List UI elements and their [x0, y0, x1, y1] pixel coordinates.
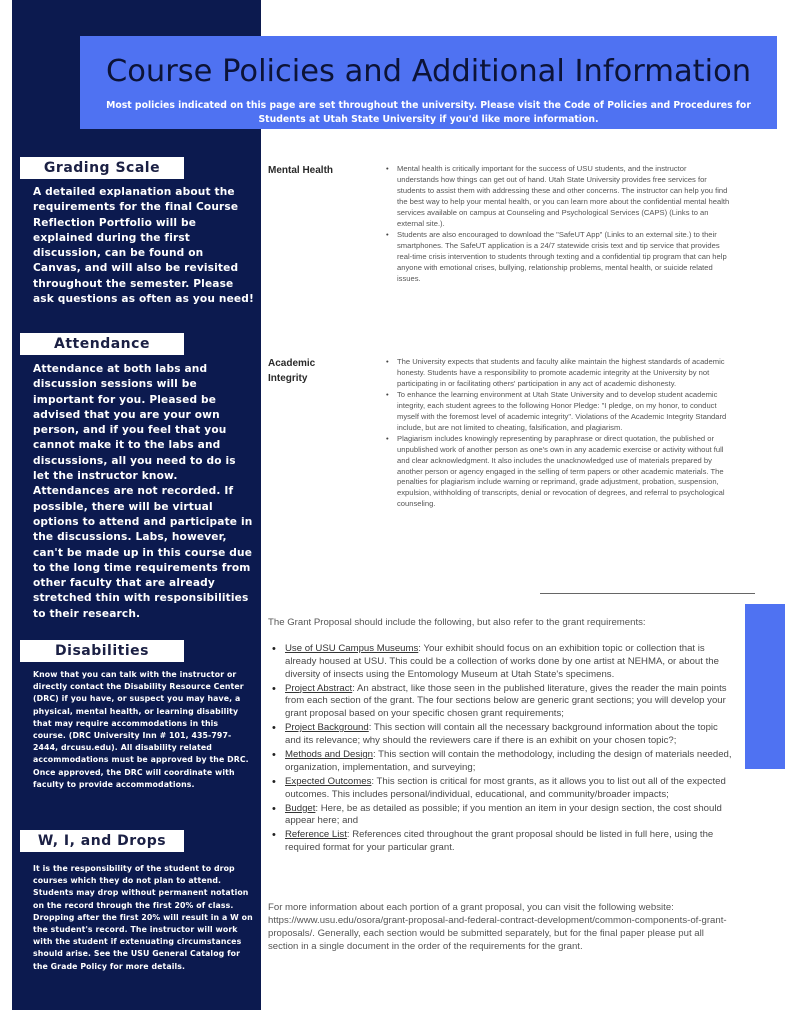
academic-integrity-label: Academic Integrity: [268, 358, 316, 384]
decorative-blue-tab: [745, 604, 785, 769]
grant-term: Reference List: [285, 829, 347, 841]
grant-outro: For more information about each portion of a grant proposal, you can visit the following website: https://www.usu.edu/osora/grant-proposal-and-federal-contract-development/common-components-of-grant-proposals/. Generally, each section would be submitted separately, but for the final paper please put all section in a single document in the order of the requirements for the grant.: [268, 902, 727, 952]
drops-heading: W, I, and Drops: [20, 830, 184, 852]
list-item: • To enhance the learning environment at Utah State University and to develop student academic integrity, each student agrees to the following Honor Pledge: "I pledge, on my honor, to conduct myself with the foremost level of academic integrity". Violations of the Academic Integrity Standard include, but are not limited to cheating, falsification, and plagiarism.: [385, 390, 730, 434]
page-subtitle: Most policies indicated on this page are set throughout the university. Please visit the Code of Policies and Procedures for Students at Utah State University if you'd like more information.: [106, 100, 751, 125]
list-item: [270, 803, 732, 829]
list-item: [270, 749, 732, 775]
academic-integrity-list: [385, 357, 730, 510]
grant-desc: : An abstract, like those seen in the published literature, gives the reader the main points from each section of the grant. The four sections below are generic grant sections; you will develop your grant proposal based on your specific chosen grant requirements;: [285, 682, 727, 720]
attendance-heading: Attendance: [20, 333, 184, 355]
grant-term: Use of USU Campus Museums: [285, 643, 419, 654]
grant-desc: : Here, be as detailed as possible; if you mention an item in your design section, the cost should appear here; and: [285, 802, 722, 827]
grant-desc: : References cited throughout the grant proposal should be listed in full here, using the required format for your particular grant.: [285, 829, 714, 854]
mental-health-label: Mental Health: [268, 165, 334, 176]
grant-intro: The Grant Proposal should include the following, but also refer to the grant requirements:: [268, 617, 646, 628]
list-item: • The University expects that students and faculty alike maintain the highest standards of academic honesty. Students have a responsibility to promote academic integrity at the University by not participating in or facilitating others' participation in any act of academic dishonesty.: [385, 357, 730, 390]
mental-health-list: [385, 164, 730, 284]
grant-desc: : This section is critical for most grants, as it allows you to list out all of the expected outcomes. This includes personal/individual, educational, and community/broader impacts;: [285, 775, 726, 800]
grant-desc: : Your exhibit should focus on an exhibition topic or collection that is already housed at USU. This could be a collection of works done by one artist at NEHMA, or about the diversity of insects using the Entomology Museum at Utah State's specimens.: [285, 643, 719, 680]
grant-term: Expected Outcomes: [285, 775, 372, 787]
grant-desc: : This section will contain all the necessary background information about the topic and its relevance; why should the reviewers care if there is an exhibit on your chosen topic?;: [285, 722, 718, 746]
list-item: • Mental health is critically important for the success of USU students, and the instructor understands how things can get out of hand. Utah State University provides free services for students to assist them with addressing these and other concerns. The instructor can help you find the best way to help your mental health, or you can learn more about the confidential mental health services available on campus at Counseling and Psychological Services (CAPS) (Links to an external site.).: [385, 164, 730, 230]
grant-requirements-list: [270, 643, 732, 856]
grant-term: Methods and Design: [285, 748, 373, 760]
page-header: [80, 36, 777, 129]
list-item: [270, 643, 732, 681]
list-item: • Students are also encouraged to download the "SafeUT App" (Links to an external site.) to their smartphones. The SafeUT application is a 24/7 statewide crisis text and tip service that provides real-time crisis intervention to students through texting and a confidential tip program that can help anyone with emotional crises, bullying, relationship problems, mental health, or suicide related issues.: [385, 230, 730, 285]
grant-term: Project Background: [285, 722, 369, 734]
grant-term: Budget: [285, 802, 316, 814]
list-item: • Plagiarism includes knowingly representing by paraphrase or direct quotation, the published or unpublished work of another person as one's own in any academic exercise or activity without full and clear acknowledgment. It also includes the unacknowledged use of materials prepared by another person or agency engaged in the selling of term papers or other academic materials. The penalties for plagiarism include warning or reprimand, grade adjustment, probation, suspension, expulsion, withholding of transcripts, denial or revocation of degrees, and referral to psychological counseling.: [385, 434, 730, 511]
list-item: [270, 829, 732, 855]
section-divider: [540, 593, 755, 594]
list-item: [270, 722, 732, 748]
page-title: Course Policies and Additional Information: [105, 54, 752, 89]
list-item: [270, 683, 732, 721]
grant-term: Project Abstract: [285, 682, 353, 694]
grading-scale-text: A detailed explanation about the requirements for the final Course Reflection Portfolio will be explained during the first discussion, can be found on Canvas, and will also be revisited throughout the semester. Please ask questions as often as you need!: [33, 186, 254, 306]
disabilities-heading: Disabilities: [20, 640, 184, 662]
list-item: [270, 776, 732, 802]
grant-desc: : This section will contain the methodology, including the design of materials needed, organization, implementation, and surveying;: [285, 748, 732, 773]
drops-text: It is the responsibility of the student to drop courses which they do not plan to attend. Students may drop without permanent notation on the record through the first 20% of class. Dropping after the first 20% will result in a W on the student's record. The instructor will work with the student if extenuating circumstances should arise. See the USU General Catalog for the Grade Policy for more details.: [33, 864, 253, 971]
grading-scale-heading: Grading Scale: [20, 157, 184, 179]
disabilities-text: Know that you can talk with the instructor or directly contact the Disability Resource Center (DRC) if you have, or suspect you may have, a physical, mental health, or learning disability that may require accommodations in this course. (DRC University Inn # 101, 435-797-2444, drcusu.edu). All disability related accommodations must be approved by the DRC. Once approved, the DRC will coordinate with faculty to provide accommodations.: [33, 670, 249, 789]
attendance-text: Attendance at both labs and discussion sessions will be important for you. Pleased be advised that you are your own person, and if you feel that you cannot make it to the labs and discussions, all you need to do is let the instructor know. Attendances are not recorded. If possible, there will be virtual options to attend and participate in the discussions. Labs, however, can't be made up in this course due to the long time requirements from other faculty that are already stretched thin with responsibilities to their research.: [33, 363, 253, 620]
